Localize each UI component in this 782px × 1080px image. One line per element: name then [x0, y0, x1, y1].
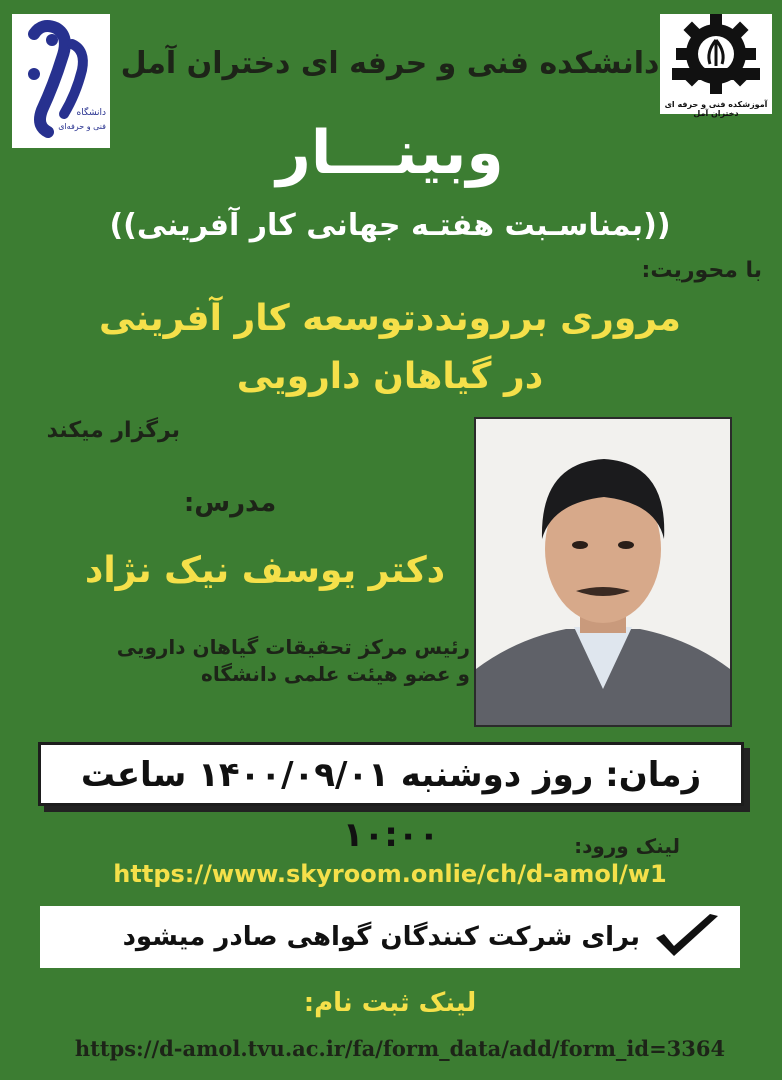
event-occasion: ((بمناسـبت هفتـه جهانی کار آفرینی)) [109, 208, 671, 243]
teacher-role-2: و عضو هیئت علمی دانشگاه [201, 662, 470, 686]
schedule-text: زمان: روز دوشنبه ۱۴۰۰/۰۹/۰۱ ساعت ۱۰:۰۰ [80, 755, 702, 855]
teacher-label: مدرس: [183, 488, 277, 518]
university-logo [12, 14, 110, 148]
event-title: وبینـــار [276, 118, 504, 188]
school-logo-caption: آموزشکده فنی و حرفه ای دختران آمل [664, 100, 768, 118]
entry-link-label: لینک ورود: [574, 834, 680, 858]
organizer-note: برگزار میکند [46, 418, 180, 443]
checkmark-icon [652, 912, 722, 962]
registration-label: لینک ثبت نام: [303, 988, 477, 1018]
entry-link-url[interactable]: https://www.skyroom.onlie/ch/d-amol/w1 [113, 860, 667, 888]
registration-url[interactable]: https://d-amol.tvu.ac.ir/fa/form_data/add/form_id=3364 [74, 1036, 726, 1061]
topic-label: با محوریت: [641, 258, 762, 283]
gear-emblem-icon [660, 14, 772, 98]
teacher-role-1: رئیس مرکز تحقیقات گیاهان دارویی [116, 635, 470, 659]
teacher-name: دکتر یوسف نیک نژاد [84, 550, 446, 591]
school-logo [660, 14, 772, 118]
certificate-box [40, 906, 740, 968]
college-name: دانشکده فنی و حرفه ای دختران آمل [120, 46, 660, 81]
person-portrait-icon [476, 419, 730, 725]
topic-line-2: در گیاهان دارویی [236, 356, 544, 397]
university-text-2: فنی و حرفه‌ای [58, 122, 106, 131]
topic-line-1: مروری بررونددتوسعه کار آفرینی [99, 298, 681, 339]
certificate-text: برای شرکت کنندگان گواهی صادر میشود [122, 922, 640, 952]
teacher-photo [474, 417, 732, 727]
university-text-1: دانشگاه [76, 108, 106, 118]
